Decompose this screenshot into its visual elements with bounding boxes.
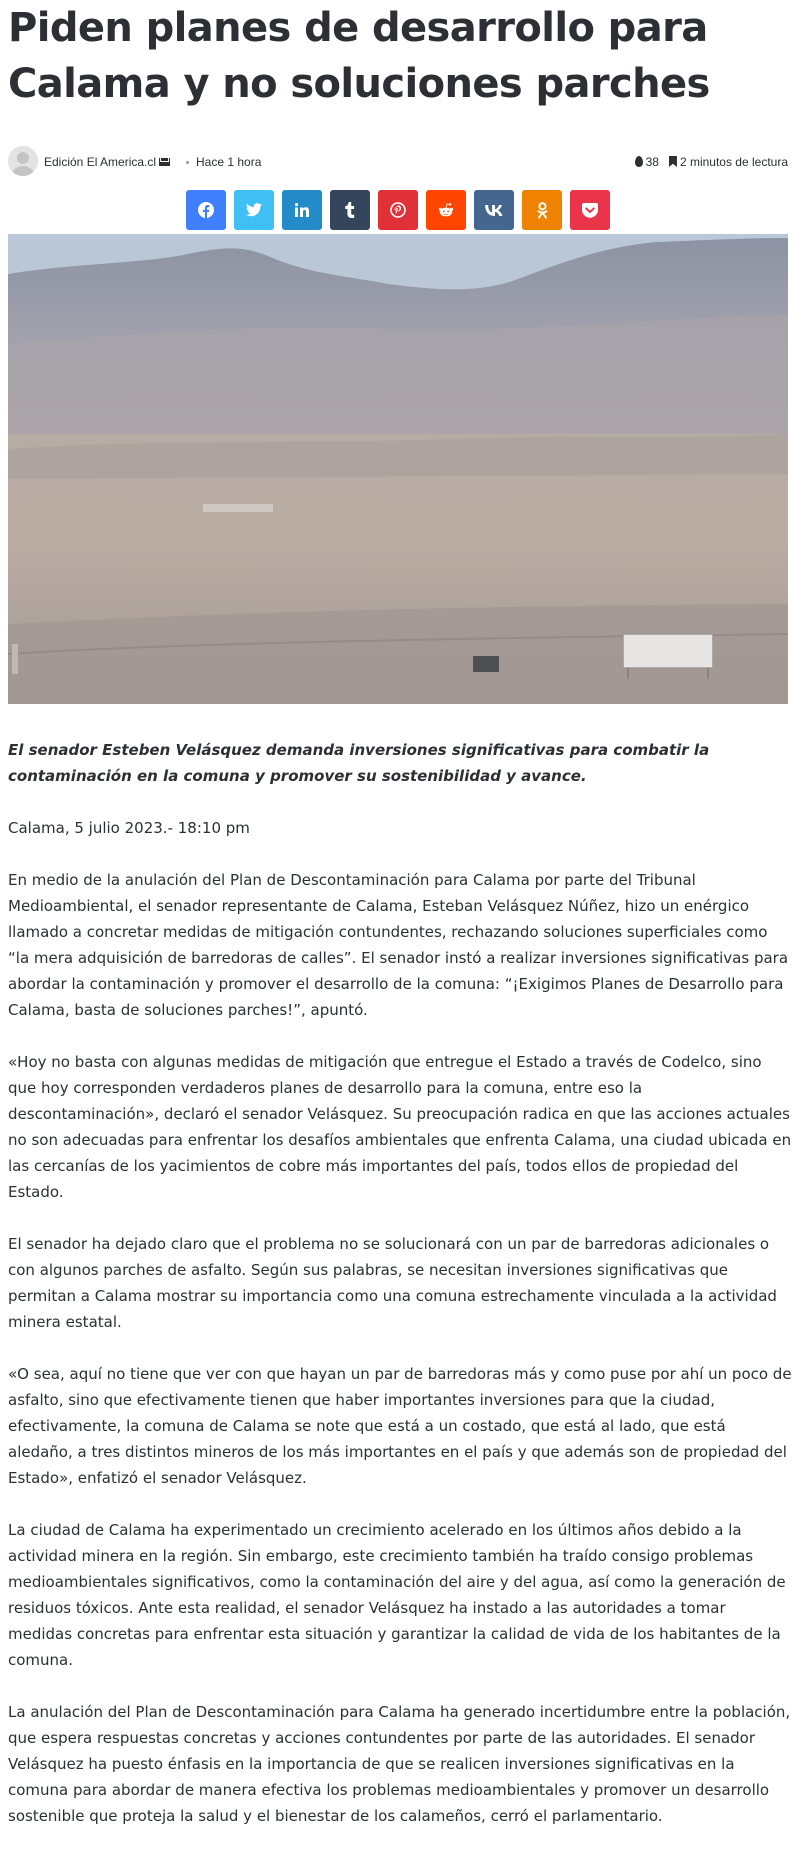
fire-icon (635, 156, 643, 167)
share-twitter-button[interactable] (234, 190, 274, 230)
article-paragraph: En medio de la anulación del Plan de Descontaminación para Calama por parte del Tribunal Medioambiental, el senador representante de Calama, Esteban Velásquez Núñez, hizo un enérgico llamado a concretar medidas de mitigación contundentes, rechazando soluciones superficiales como “la mera adquisición de barredoras de calles”. El senador instó a realizar inversiones significativas para abordar la contaminación y promover el desarrollo de la comuna: “¡Exigimos Planes de Desarrollo para Calama, basta de soluciones parches!”, apuntó. (8, 871, 789, 1019)
pinterest-icon (390, 202, 406, 218)
envelope-icon[interactable] (159, 158, 170, 166)
share-buttons (8, 190, 796, 230)
post-stats (635, 155, 788, 169)
pocket-icon (582, 203, 598, 218)
reddit-icon (438, 203, 454, 217)
twitter-icon (246, 203, 262, 217)
share-odnoklassniki-button[interactable] (522, 190, 562, 230)
article-body (8, 737, 793, 1855)
article-paragraph: La ciudad de Calama ha experimentado un crecimiento acelerado en los últimos años debido a la actividad minera en la región. Sin embargo, este crecimiento también ha traído consigo problemas medioambientales significativos, como la contaminación del aire y del agua, así como la generación de residuos tóxicos. Ante esta realidad, el senador Velásquez ha instado a las autoridades a tomar medidas concretas para enfrentar esta situación y garantizar la calidad de vida de los habitantes de la comuna. (8, 1521, 786, 1669)
share-linkedin-button[interactable] (282, 190, 322, 230)
publish-time: Hace 1 hora (196, 155, 262, 169)
article-lead: El senador Esteben Velásquez demanda inversiones significativas para combatir la contaminación en la comuna y promover su sostenibilidad y avance. (8, 741, 710, 785)
article-paragraph: El senador ha dejado claro que el problema no se solucionará con un par de barredoras adicionales o con algunos parches de asfalto. Según sus palabras, se necesitan inversiones significativas que permitan a Calama mostrar su importancia como una comuna estrechamente vinculada a la actividad minera estatal. (8, 1235, 777, 1331)
share-reddit-button[interactable] (426, 190, 466, 230)
author-link[interactable] (44, 155, 170, 169)
linkedin-icon (295, 203, 309, 217)
share-vk-button[interactable] (474, 190, 514, 230)
avatar[interactable] (8, 146, 38, 176)
landscape-photo (8, 234, 788, 704)
facebook-icon (198, 202, 214, 218)
article-paragraph: «Hoy no basta con algunas medidas de mitigación que entregue el Estado a través de Codelco, sino que hoy corresponden verdaderos planes de desarrollo para la comuna, entre eso la descontaminación», declaró el senador Velásquez. Su preocupación radica en que las acciones actuales no son adecuadas para enfrentar los desafíos ambientales que enfrenta Calama, una ciudad ubicada en las cercanías de los yacimientos de cobre más importantes del país, todos ellos de propiedad del Estado. (8, 1053, 792, 1201)
article-container (8, 0, 796, 1825)
post-meta (8, 146, 796, 182)
author-name: Edición El America.cl (44, 155, 157, 169)
share-tumblr-button[interactable] (330, 190, 370, 230)
share-facebook-button[interactable] (186, 190, 226, 230)
odnoklassniki-icon (537, 202, 548, 219)
user-icon (8, 146, 38, 176)
article-dateline: Calama, 5 julio 2023.- 18:10 pm (8, 819, 250, 837)
share-pinterest-button[interactable] (378, 190, 418, 230)
views-count: 38 (645, 155, 659, 169)
tumblr-icon (345, 202, 355, 218)
article-title: Piden planes de desarrollo para Calama y no soluciones parches (8, 5, 710, 107)
separator-dot (186, 161, 189, 164)
article-paragraph: La anulación del Plan de Descontaminación para Calama ha generado incertidumbre entre la población, que espera respuestas concretas y acciones contundentes por parte de las autoridades. El senador Velásquez ha puesto énfasis en la importancia de que se realicen inversiones significativas en la comuna para abordar de manera efectiva los problemas medioambientales y promover un desarrollo sostenible que proteja la salud y el bienestar de los calameños, cerró el parlamentario. (8, 1703, 791, 1825)
article-paragraph: «O sea, aquí no tiene que ver con que hayan un par de barredoras más y como puse por ahí un poco de asfalto, sino que efectivamente tienen que haber importantes inversiones para que la ciudad, efectivamente, la comuna de Calama se note que está a un costado, que está al lado, que está aledaño, a tres distintos mineros de los más importantes en el país y que además son de propiedad del Estado», enfatizó el senador Velásquez. (8, 1365, 792, 1487)
bookmark-icon (669, 156, 677, 167)
read-time: 2 minutos de lectura (679, 155, 788, 169)
vk-icon (485, 205, 503, 216)
featured-image (8, 234, 788, 704)
share-pocket-button[interactable] (570, 190, 610, 230)
